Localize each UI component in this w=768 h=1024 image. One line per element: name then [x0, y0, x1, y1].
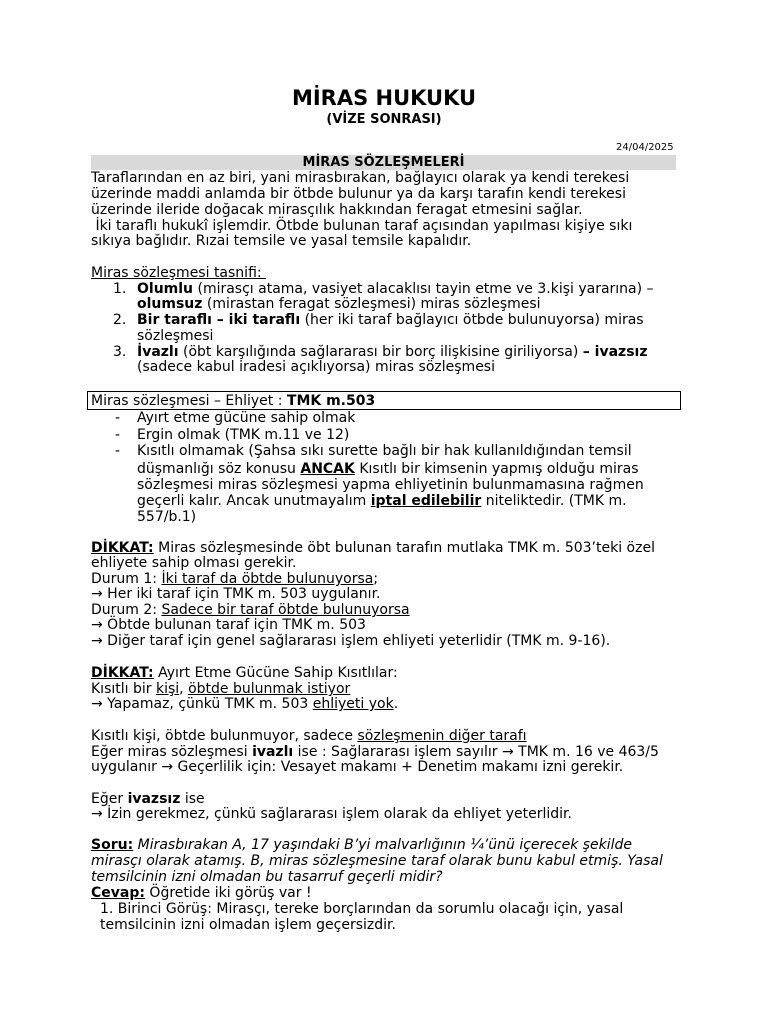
- term-olumsuz: olumsuz: [137, 296, 203, 312]
- durum-2: [91, 602, 410, 618]
- term-ivazli: ivazlı: [252, 744, 294, 760]
- text: .: [393, 696, 399, 712]
- text-underlined: ehliyeti yok: [312, 696, 394, 712]
- iptal-emphasis: iptal edilebilir: [370, 493, 482, 509]
- bullet-dash: -: [115, 443, 121, 459]
- intro-line-3: üzerinde ileride doğacak mirasçılık hakkından feragat etmesini sağlar.: [91, 202, 583, 218]
- kisitli-line-4: [91, 791, 205, 807]
- intro-line-4: İki taraflı hukukî işlemdir. Ötbde bulunan taraf açısından yapılması kişiye sıkı: [91, 218, 633, 234]
- text: Kısıtlı bir kimsenin yapmış olduğu miras: [354, 461, 639, 477]
- tasnif-item-3-line-2: (sadece kabul iradesi açıklıyorsa) miras sözleşmesi: [137, 359, 495, 375]
- cevap-label: Cevap:: [91, 885, 145, 901]
- kisitli-line-5: → İzin gerekmez, çünkü sağlararası işlem olarak da ehliyet yeterlidir.: [91, 806, 572, 822]
- kisitli-line-3: uygulanır → Geçerlilik için: Vesayet makamı + Denetim makamı izni gerekir.: [91, 759, 624, 775]
- ehliyet-bullet-3-line-4: [137, 493, 627, 509]
- dikkat-label: DİKKAT:: [91, 540, 154, 556]
- term-taraflilik: Bir taraflı – iki taraflı: [137, 312, 301, 328]
- dikkat1-line-4: → Her iki taraf için TMK m. 503 uygulanır.: [91, 586, 381, 602]
- soru-label: Soru:: [91, 837, 134, 853]
- text: → Yapamaz, çünkü TMK m. 503: [91, 696, 313, 712]
- dikkat-label: DİKKAT:: [91, 665, 154, 681]
- term-ivazsiz: – ivazsız: [582, 344, 648, 360]
- ancak-emphasis: ANCAK: [300, 461, 355, 477]
- tasnif-heading: Miras sözleşmesi tasnifi:: [91, 265, 267, 281]
- page-title: MİRAS HUKUKU: [291, 86, 477, 110]
- text: ise : Sağlararası işlem sayılır → TMK m. 16 ve 463/5: [293, 744, 659, 760]
- gorus-1-line-1: 1. Birinci Görüş: Mirasçı, tereke borçlarından da sorumlu olacağı için, yasal: [100, 901, 624, 917]
- ehliyet-bullet-2: Ergin olmak (TMK m.11 ve 12): [137, 427, 350, 443]
- soru-line-3: temsilcinin izni olmadan bu tasarruf geçerli midir?: [91, 869, 443, 885]
- dikkat2-line-2: [91, 681, 350, 697]
- ehliyet-bullet-3-line-3: sözleşmesi miras sözleşmesi yapma ehliyetinin bulunmamasına rağmen: [137, 477, 644, 493]
- text: düşmanlığı söz konusu: [137, 461, 301, 477]
- dikkat1-line-1: [91, 540, 655, 556]
- text: niteliktedir. (TMK m.: [481, 493, 627, 509]
- intro-line-2: üzerinde maddi anlamda bir ötbde bulunur ya da karşı tarafın kendi terekesi: [91, 186, 626, 202]
- text: geçerli kalır. Ancak unutmayalım: [137, 493, 371, 509]
- tasnif-item-1-line-1: [137, 281, 654, 297]
- text: Ayırt Etme Gücüne Sahip Kısıtlılar:: [153, 665, 398, 681]
- soru-line-1: [91, 837, 632, 853]
- item-text: (mirasçı atama, vasiyet alacaklısı tayin etme ve 3.kişi yararına) –: [193, 281, 654, 297]
- text: ,: [179, 681, 189, 697]
- durum-1-text: İki taraf da öbtde bulunuyorsa: [161, 571, 374, 587]
- gorus-1-line-2: temsilcinin izni olmadan işlem geçersizdir.: [100, 917, 396, 933]
- text: Öğretide iki görüş var !: [144, 885, 312, 901]
- text: Kısıtlı kişi, öbtde bulunmuyor, sadece: [91, 728, 358, 744]
- dikkat2-line-1: [91, 665, 398, 681]
- dikkat1-line-2: ehliyete sahip olması gerekir.: [91, 555, 297, 571]
- ehliyet-bullet-3-line-5: 557/b.1): [137, 509, 197, 525]
- item-text: (öbt karşılığında sağlararası bir borç ilişkisine giriliyorsa): [178, 344, 583, 360]
- text: Eğer miras sözleşmesi: [91, 744, 253, 760]
- text: Eğer: [91, 791, 128, 807]
- tasnif-item-2-line-1: [137, 312, 644, 328]
- list-number: 2.: [113, 312, 127, 328]
- term-ivazsiz: ivazsız: [127, 791, 181, 807]
- kisitli-line-2: [91, 744, 659, 760]
- ehliyet-bullet-3-line-2: [137, 461, 639, 477]
- dikkat1-line-7: → Diğer taraf için genel sağlararası işlem ehliyeti yeterlidir (TMK m. 9-16).: [91, 633, 611, 649]
- intro-line-1: Taraflarından en az biri, yani mirasbırakan, bağlayıcı olarak ya kendi terekesi: [91, 170, 630, 186]
- text: ise: [180, 791, 205, 807]
- text: Durum 1:: [91, 571, 162, 587]
- intro-line-5: sıkıya bağlıdır. Rızai temsile ve yasal temsile kapalıdır.: [91, 233, 472, 249]
- text: ;: [373, 571, 379, 587]
- section-title: MİRAS SÖZLEŞMELERİ: [302, 155, 465, 170]
- text: Kısıtlı bir: [91, 681, 156, 697]
- text: Durum 2:: [91, 602, 162, 618]
- durum-2-text: Sadece bir taraf öbtde bulunuyorsa: [161, 602, 410, 618]
- ehliyet-bullet-1: Ayırt etme gücüne sahip olmak: [137, 410, 356, 426]
- kisitli-line-1: [91, 728, 527, 744]
- ehliyet-ref: TMK m.503: [286, 393, 376, 409]
- list-number: 1.: [113, 281, 127, 297]
- ehliyet-label: Miras sözleşmesi – Ehliyet :: [91, 393, 287, 409]
- text-underlined: kişi: [155, 681, 180, 697]
- tasnif-item-2-line-2: sözleşmesi: [137, 328, 214, 344]
- item-text: (mirastan feragat sözleşmesi) miras sözleşmesi: [202, 296, 541, 312]
- item-text: (her iki taraf bağlayıcı ötbde bulunuyorsa) miras: [300, 312, 644, 328]
- text-underlined: sözleşmenin diğer tarafı: [357, 728, 527, 744]
- bullet-dash: -: [115, 427, 121, 443]
- tasnif-item-3-line-1: [137, 344, 647, 360]
- term-olumlu: Olumlu: [137, 281, 194, 297]
- soru-line-2: mirasçı olarak atamış. B, miras sözleşmesine taraf olarak bunu kabul etmiş. Yasal: [91, 853, 663, 869]
- dikkat1-line-6: → Öbtde bulunan taraf için TMK m. 503: [91, 617, 366, 633]
- tasnif-item-1-line-2: [137, 296, 541, 312]
- dikkat2-line-3: [91, 696, 398, 712]
- durum-1: [91, 571, 378, 587]
- term-ivazli: İvazlı: [137, 344, 179, 360]
- cevap-line: [91, 885, 312, 901]
- bullet-dash: -: [115, 410, 121, 426]
- page-subtitle: (VİZE SONRASI): [326, 112, 442, 127]
- text: Mirasbırakan A, 17 yaşındaki B’yi malvarlığının ¼’ünü içerecek şekilde: [133, 837, 633, 853]
- document-date: 24/04/2025: [616, 142, 674, 153]
- list-number: 3.: [113, 344, 127, 360]
- ehliyet-heading: [91, 393, 375, 409]
- ehliyet-bullet-3-line-1: Kısıtlı olmamak (Şahsa sıkı surette bağlı bir hak kullanıldığından temsil: [137, 443, 632, 459]
- text-underlined: öbtde bulunmak istiyor: [188, 681, 351, 697]
- text: Miras sözleşmesinde öbt bulunan tarafın mutlaka TMK m. 503’teki özel: [153, 540, 655, 556]
